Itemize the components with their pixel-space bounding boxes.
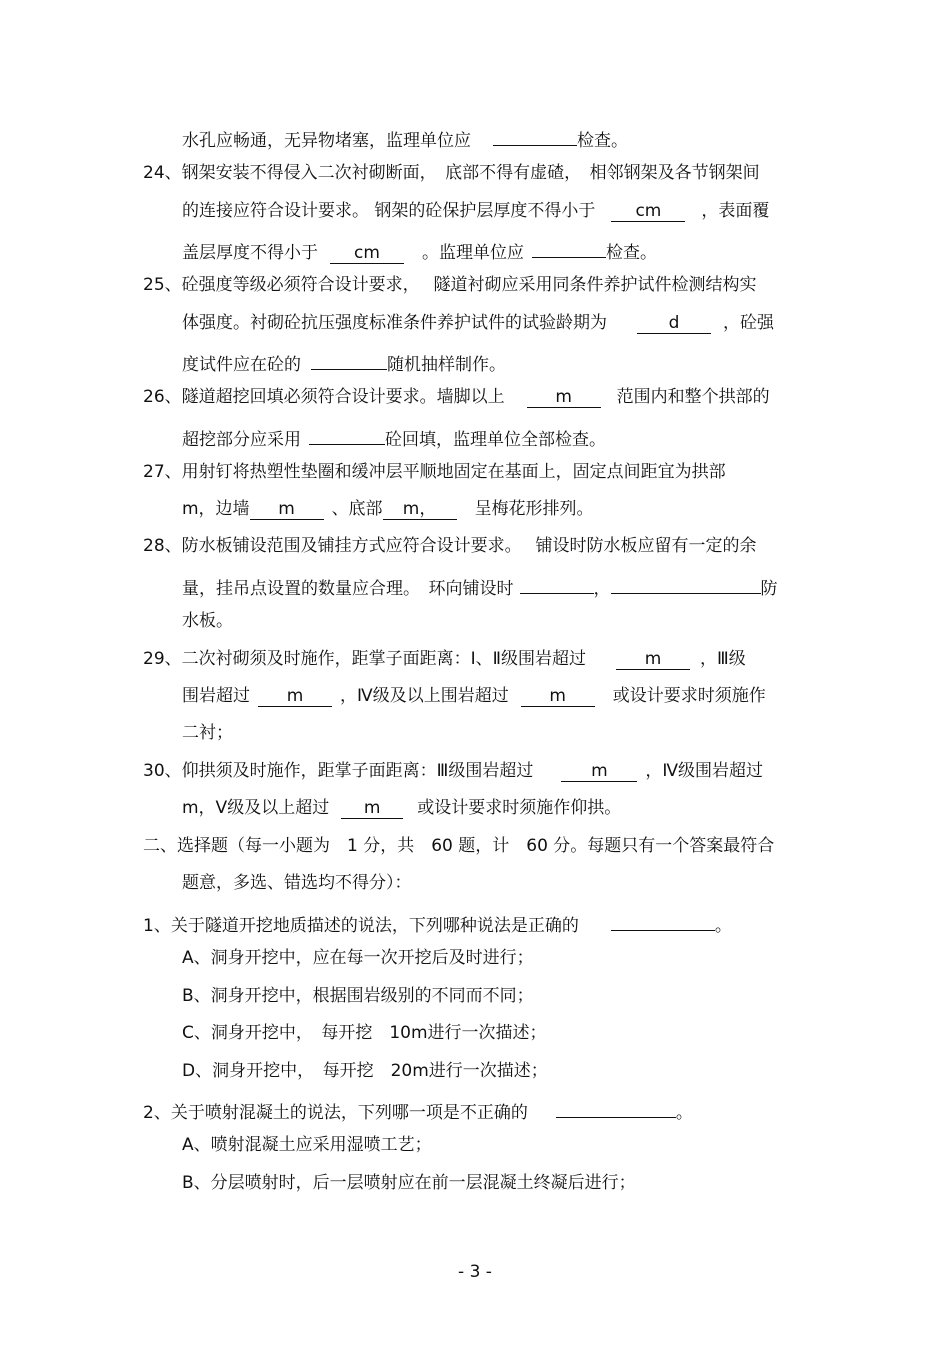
answer-blank[interactable]: m	[341, 798, 403, 819]
answer-blank[interactable]	[520, 573, 594, 594]
section-2-heading-cont: 题意，多选、错选均不得分）：	[182, 873, 412, 893]
section-2-heading: 二、选择题（每一小题为 1 分，共 60 题，计 60 分。每题只有一个答案最符合	[143, 836, 775, 856]
q29-line-3: 二衬；	[182, 723, 233, 743]
answer-blank[interactable]: m	[616, 649, 690, 670]
q27-line-2: m，边墙 m 、底部 m， 呈梅花形排列。	[182, 499, 594, 519]
answer-blank[interactable]	[556, 1097, 676, 1118]
answer-blank[interactable]: m	[250, 499, 324, 520]
q27-line-1: 27、用射钉将热塑性垫圈和缓冲层平顺地固定在基面上，固定点间距宜为拱部	[143, 462, 726, 482]
answer-blank[interactable]: m	[521, 686, 595, 707]
answer-blank[interactable]	[611, 910, 715, 931]
q24-line-3: 盖层厚度不得小于 cm 。监理单位应 检查。	[182, 237, 657, 264]
q24-line-2: 的连接应符合设计要求。 钢架的砼保护层厚度不得小于 cm ，表面覆	[182, 201, 770, 221]
q23-line: 水孔应畅通，无异物堵塞，监理单位应 检查。	[182, 125, 628, 152]
q28-line-3: 水板。	[182, 611, 233, 631]
answer-blank[interactable]	[611, 573, 761, 594]
answer-blank[interactable]	[493, 125, 577, 146]
answer-blank[interactable]: cm	[330, 243, 404, 264]
answer-blank[interactable]: m	[527, 387, 601, 408]
choice-2-option-a: A、喷射混凝土应采用湿喷工艺；	[182, 1135, 432, 1155]
q25-line-2: 体强度。衬砌砼抗压强度标准条件养护试件的试验龄期为 d ，砼强	[182, 313, 774, 333]
q30-line-2: m，Ⅴ级及以上超过 m 或设计要求时须施作仰拱。	[182, 798, 622, 818]
q28-line-1: 28、防水板铺设范围及铺挂方式应符合设计要求。 铺设时防水板应留有一定的余	[143, 536, 757, 556]
choice-1-option-c: C、洞身开挖中， 每开挖 10m进行一次描述；	[182, 1023, 547, 1043]
page-number: - 3 -	[458, 1262, 492, 1282]
q25-line-3: 度试件应在砼的 随机抽样制作。	[182, 349, 506, 376]
q30-line-1: 30、仰拱须及时施作，距掌子面距离：Ⅲ级围岩超过 m ，Ⅳ级围岩超过	[143, 761, 764, 781]
choice-1-stem: 1、关于隧道开挖地质描述的说法，下列哪种说法是正确的 。	[143, 910, 732, 937]
q29-line-2: 围岩超过 m ，Ⅳ级及以上围岩超过 m 或设计要求时须施作	[182, 686, 766, 706]
answer-blank[interactable]: m，	[383, 499, 457, 520]
q26-line-2: 超挖部分应采用 砼回填，监理单位全部检查。	[182, 424, 606, 451]
choice-1-option-a: A、洞身开挖中，应在每一次开挖后及时进行；	[182, 948, 534, 968]
answer-blank[interactable]	[309, 424, 385, 445]
q26-line-1: 26、隧道超挖回填必须符合设计要求。墙脚以上 m 范围内和整个拱部的	[143, 387, 770, 407]
choice-1-option-d: D、洞身开挖中， 每开挖 20m进行一次描述；	[182, 1061, 548, 1081]
q28-line-2: 量，挂吊点设置的数量应合理。 环向铺设时 ， 防	[182, 573, 778, 600]
answer-blank[interactable]	[532, 237, 606, 258]
q25-line-1: 25、砼强度等级必须符合设计要求， 隧道衬砌应采用同条件养护试件检测结构实	[143, 275, 757, 295]
choice-2-stem: 2、关于喷射混凝土的说法，下列哪一项是不正确的 。	[143, 1097, 693, 1124]
answer-blank[interactable]: cm	[611, 201, 685, 222]
answer-blank[interactable]	[311, 349, 387, 370]
answer-blank[interactable]: d	[637, 313, 711, 334]
choice-1-option-b: B、洞身开挖中，根据围岩级别的不同而不同；	[182, 986, 534, 1006]
answer-blank[interactable]: m	[561, 761, 637, 782]
answer-blank[interactable]: m	[258, 686, 332, 707]
choice-2-option-b: B、分层喷射时，后一层喷射应在前一层混凝土终凝后进行；	[182, 1173, 636, 1193]
q24-line-1: 24、钢架安装不得侵入二次衬砌断面， 底部不得有虚碴， 相邻钢架及各节钢架间	[143, 163, 760, 183]
q29-line-1: 29、二次衬砌须及时施作，距掌子面距离：Ⅰ、Ⅱ级围岩超过 m ，Ⅲ级	[143, 649, 746, 669]
